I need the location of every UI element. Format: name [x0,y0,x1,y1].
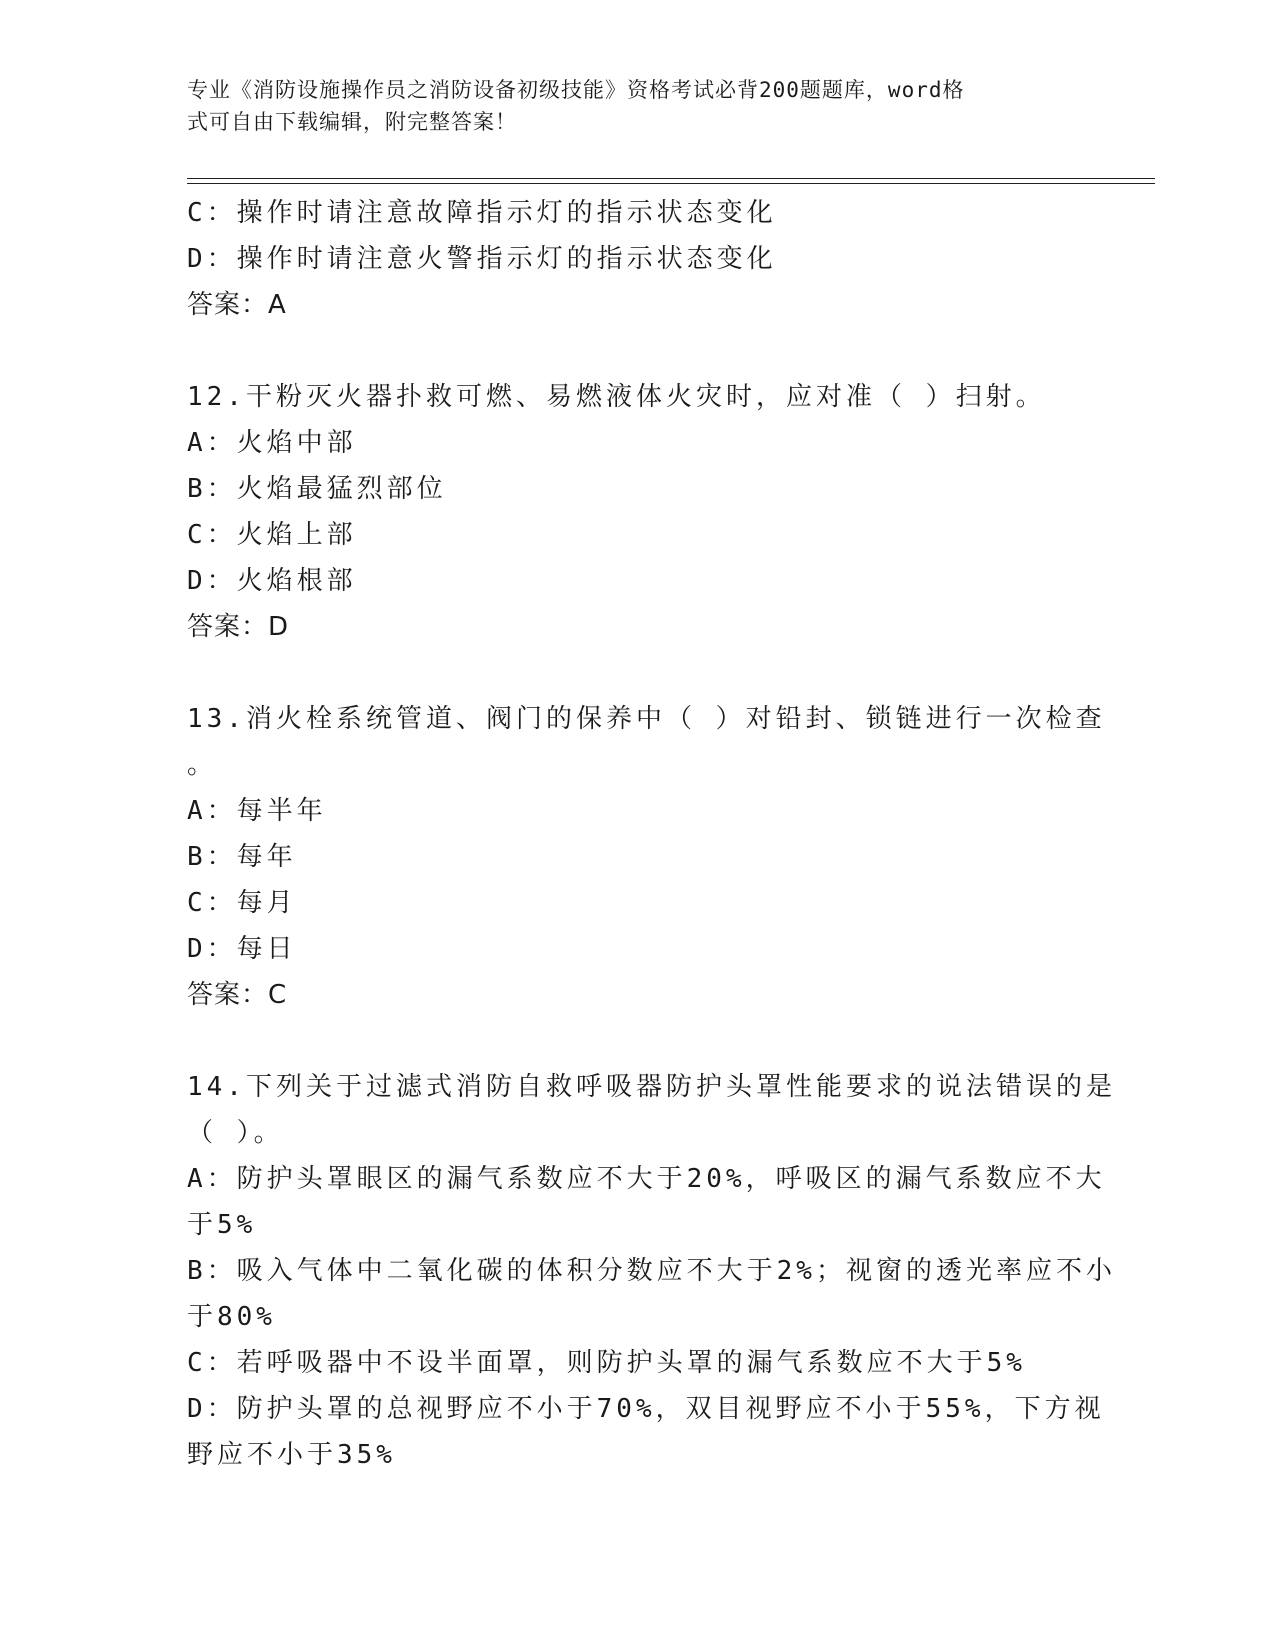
question-12 [187,374,1087,650]
option-a: A：防护头罩眼区的漏气系数应不大于20%，呼吸区的漏气系数应不大 [187,1164,1106,1194]
option-c: C：火焰上部 [187,520,357,550]
question-list [187,190,1116,1478]
document-header [187,74,1067,138]
answer-label: 答案：C [187,980,288,1010]
option-a-continued: 于5% [187,1210,257,1240]
option-c: C：若呼吸器中不设半面罩，则防护头罩的漏气系数应不大于5% [187,1348,1026,1378]
answer-label: 答案：D [187,612,290,642]
question-stem: 12.干粉灭火器扑救可燃、易燃液体火灾时，应对准（ ）扫射。 [187,382,1046,412]
header-divider-top [187,178,1155,179]
question-stem-continued: （ ）。 [187,1118,284,1148]
answer-label: 答案：A [187,290,287,320]
question-11 [187,190,1087,328]
option-b: B：火焰最猛烈部位 [187,474,447,504]
option-c: C：每月 [187,888,297,918]
header-line-1: 专业《消防设施操作员之消防设备初级技能》资格考试必背200题题库，word格 [187,78,965,102]
option-d: D：每日 [187,934,297,964]
option-b: B：吸入气体中二氧化碳的体积分数应不大于2%；视窗的透光率应不小 [187,1256,1116,1286]
option-b-continued: 于80% [187,1302,276,1332]
question-14 [187,1064,1116,1478]
option-b: B：每年 [187,842,297,872]
option-d-continued: 野应不小于35% [187,1440,396,1470]
header-line-2: 式可自由下载编辑，附完整答案！ [187,110,517,134]
question-stem: 14.下列关于过滤式消防自救呼吸器防护头罩性能要求的说法错误的是 [187,1072,1116,1102]
option-d: D：火焰根部 [187,566,357,596]
option-a: A：火焰中部 [187,428,357,458]
option-c: C：操作时请注意故障指示灯的指示状态变化 [187,198,777,228]
option-a: A：每半年 [187,796,327,826]
question-stem: 13.消火栓系统管道、阀门的保养中（ ）对铅封、锁链进行一次检查 [187,704,1106,734]
option-d: D：操作时请注意火警指示灯的指示状态变化 [187,244,777,274]
header-divider-bottom [187,183,1155,184]
option-d: D：防护头罩的总视野应不小于70%，双目视野应不小于55%，下方视 [187,1394,1105,1424]
question-stem-continued: 。 [187,750,218,780]
question-13 [187,696,1106,1018]
